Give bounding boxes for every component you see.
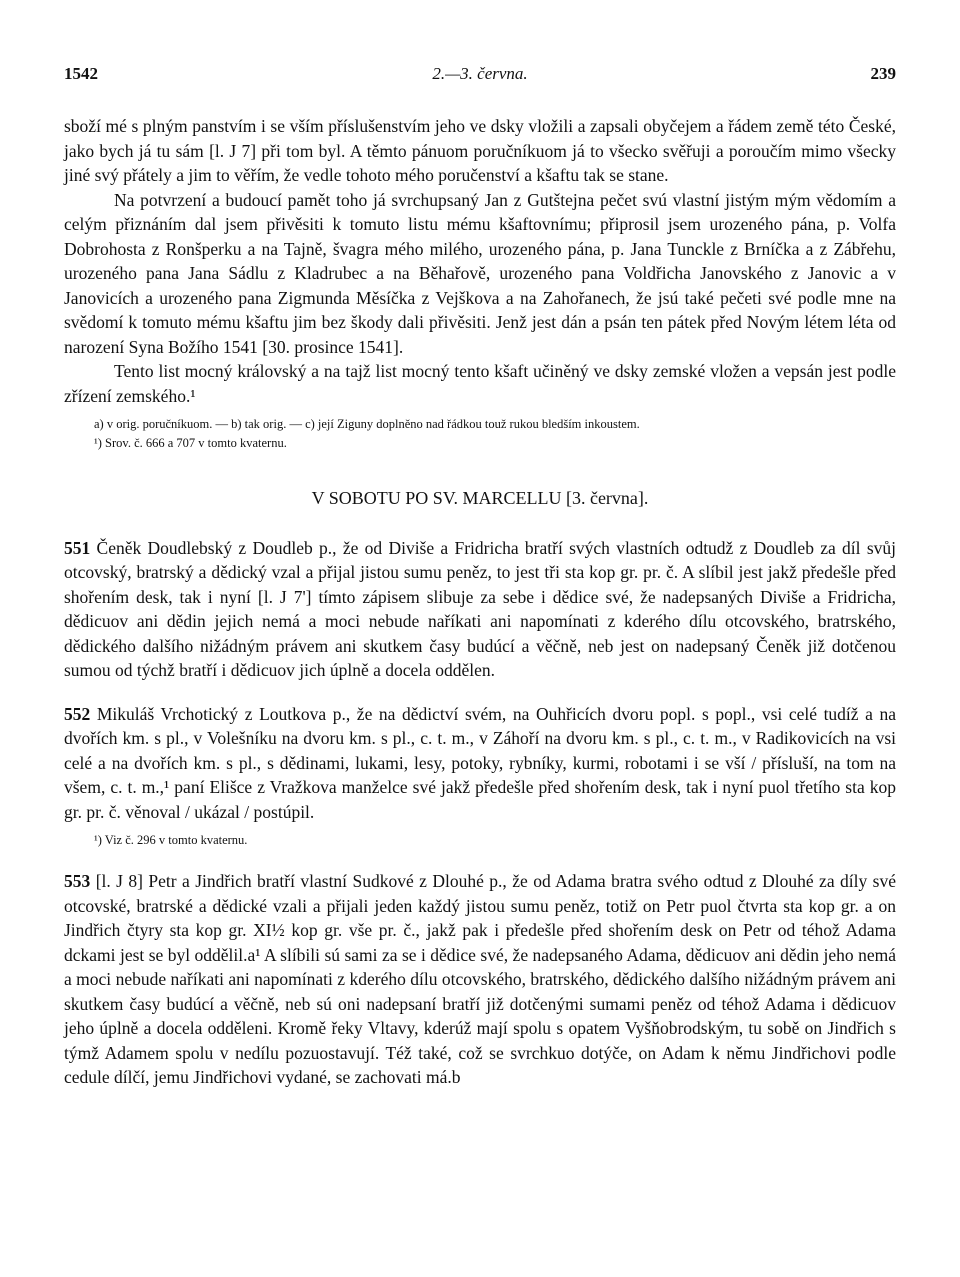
header-year: 1542: [64, 64, 98, 83]
page-number: 239: [870, 64, 896, 83]
entry-551: [64, 536, 896, 683]
page-header: [64, 64, 896, 90]
entry-552: [64, 702, 896, 851]
entry-553: [64, 869, 896, 1090]
entry-text: Mikuláš Vrchotický z Loutkova p., že na dědictví svém, na Ouhřicích dvoru popl. s popl., vsi celé tudíž a na dvořích km. s pl., v Volešníku na dvoru km. s pl., c. t. m., v Záhoří na dvoru km. s pl., c. t. m., v Radikovicích na vsi celé a na dvořích km. s pl., s dědinami, lukami, lesy, potoky, rybníky, kurmi, robotami i se vší / přísluší, na tom na všem, c. t. m.,¹ paní Elišce z Vražkova manželce své jakž předešle před shořením desk, tak i nyní puol třetího sta kop gr. pr. č. věnoval / ukázal / postúpil.: [64, 703, 897, 822]
entry-text: Čeněk Doudlebský z Doudleb p., že od Diviše a Fridricha bratří svých vlastních odtudž z Doudleb za díl svůj otcovský, bratrský a dědický vzal a přijal jistou sumu peněz, to jest tři sta kop gr. pr. č. A slíbil jest jakž předešle před shořením desk, tak i nyní [l. J 7'] tímto zápisem slibuje za sebe i dědice své, že nadepsaných Diviše a Fridricha, dědicuov ani dědin jejich nemá a moci nebude naříkati ani napomínati z kderého dílu otcovského, bratrského, dědického dalšího nižádným právem ani skutkem časy budúcí a věčně, neb jest on nadepsaný Čeněk již dotčenou sumou od týchž bratří i dědicuov jich úplně a docela oddělen.: [64, 537, 896, 680]
intro-paragraph-3: Tento list mocný královský a na tajž list mocný tento kšaft učiněný ve dsky zemské vložen a vepsán jest podle zřízení zemského.¹: [64, 361, 896, 406]
entry-number: 551: [64, 537, 91, 558]
entry-footnote: ¹) Viz č. 296 v tomto kvaternu.: [94, 833, 248, 847]
textual-note-a: a) v orig. poručníkuom. — b) tak orig. — c) její Ziguny doplněno nad řádkou touž rukou bledším inkoustem.: [94, 417, 640, 431]
entry-number: 553: [64, 871, 91, 891]
section-heading: V SOBOTU PO SV. MARCELLU [3. června].: [311, 488, 649, 508]
entry-number: 552: [64, 703, 91, 724]
intro-paragraph-1: sboží mé s plným panstvím i se vším příslušenstvím jeho ve dsky vložili a zapsali obyčejem a řádem země této České, jako bych já tu sám [l. J 7] při tom byl. A těmto pánuom poručníkuom já to všecko svěřuji a poroučím mimo všecky jiné svý přátely a jim to věřím, že vedle tohoto mého poručenství a kšaftu tak se stane.: [64, 116, 896, 185]
footnote-1: ¹) Srov. č. 666 a 707 v tomto kvaternu.: [94, 436, 287, 450]
entry-text: [l. J 8] Petr a Jindřich bratří vlastní Sudkové z Dlouhé p., že od Adama bratra svého odtud z Dlouhé za díly své otcovské, bratrské a dědické vzali a přijali jeden každý jistou sumu peněz, totiž on Petr puol čtvrta sta kop gr. a on Jindřich čtyry sta kop gr. XI½ kop gr. vše pr. č., jakž pak i předešle před shořením desk on Petr od téhož Adama dckami jest se byl oddělil.a¹ A slíbili sú sami za se i dědice své, že nadepsaného Adama, dědicuov ani dědin jeho nemá a moci nebude naříkati ani napomínati z kderého dílu otcovského, bratrského, dědického dalšího nižádným právem ani skutkem časy budúcí a věčně, neb sú oni nadepsaní bratří již dotčenými sumami peněz od téhož Adama i dědicuov jeho úplně a docela odděleni. Kromě řeky Vltavy, kderúž mají spolu s opatem Vyšňobrodským, tu sobě on Jindřich s týmž Adamem spolu v nedílu pozuostavují. Též také, což se svrchkuo dotýče, on Adam k němu Jindřichovi podle cedule dílčí, jemu Jindřichovi vydané, se zachovati má.b: [64, 871, 896, 1087]
document-page: [64, 64, 896, 1109]
page-body: [64, 114, 896, 1090]
header-date: 2.—3. června.: [432, 64, 528, 83]
intro-paragraph-2: Na potvrzení a budoucí pamět toho já svrchupsaný Jan z Gutštejna pečet svú vlastní jistým mým vědomím a celým přiznáním dal jsem přivěsiti k tomuto listu mému kšaftovnímu; připrosil jsem urozeného pána, p. Volfa Dobrohosta z Ronšperku a na Tajně, švagra mého milého, urozeného pána, p. Jana Tunckle z Brníčka a z Zábřehu, urozeného pana Jana Sádlu z Kladrubec a na Běhařově, urozeného pana Voldřicha Janovského z Janovic a v Janovicích a urozeného pana Zigmunda Měsíčka z Vejškova a na Zahořanech, že jsú také pečeti své podle mne na svědomí k tomuto mému kšaftu jim bez škody dali přivěsiti. Jenž jest dán a psán ten pátek před Novým létem léta od narození Syna Božího 1541 [30. prosince 1541].: [64, 189, 896, 357]
